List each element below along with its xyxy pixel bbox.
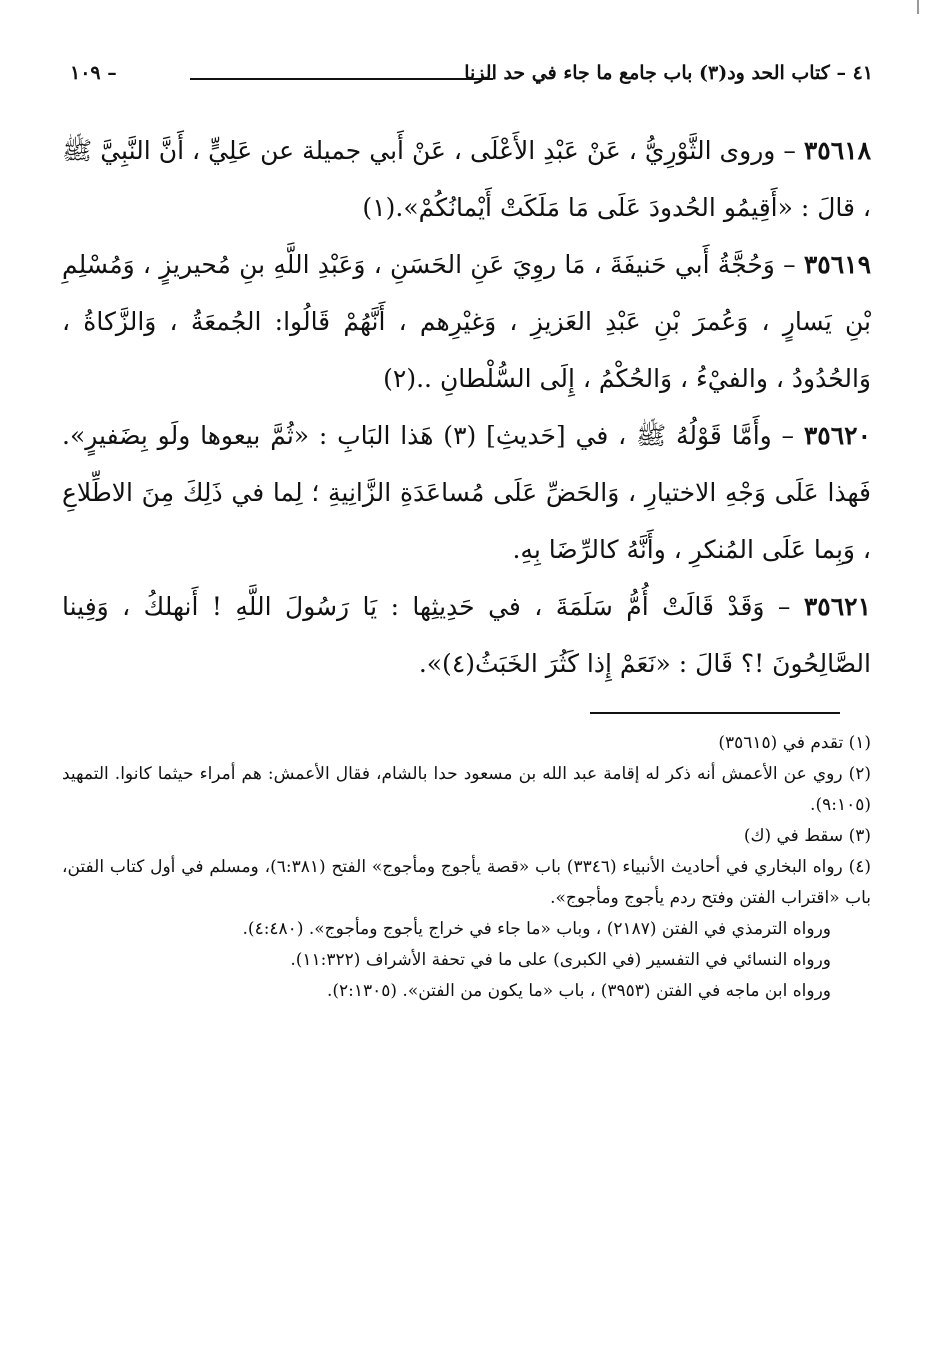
paragraph-35620 xyxy=(62,407,871,578)
footnote-4-line: ورواه الترمذي في الفتن (٢١٨٧) ، وباب «ما جاء في خراج يأجوج ومأجوج». (٤:٤٨٠). xyxy=(242,919,831,939)
page-edge-mark xyxy=(917,0,919,14)
paragraph-35618 xyxy=(62,122,871,236)
footnote-4-line: ورواه النسائي في التفسير (في الكبرى) على ما في تحفة الأشراف (١١:٣٢٢). xyxy=(290,950,831,970)
footnote-2: (٢) روي عن الأعمش أنه ذكر له إقامة عبد الله بن مسعود حدا بالشام، فقال الأعمش: هم أمراء حيثما كانوا. التمهيد (٩:١٠٥). xyxy=(62,764,871,815)
footnote-3: (٣) سقط في (ك) xyxy=(743,826,871,846)
paragraph-number: ٣٥٦٢٠ xyxy=(803,421,871,450)
page-number: – ١٠٩ xyxy=(70,62,117,84)
paragraph-text: – وأَمَّا قَوْلُهُ ﷺ ، في [حَديثِ] (٣) هَذا البَابِ : «ثُمَّ بيعوها ولَو بِضَفيرٍ». فَهذا عَلَى وَجْهِ الاختيارِ ، وَالحَضِّ عَلَى مُساعَدَةِ الزَّانِيةِ ؛ لِما في ذَلِكَ مِنَ الاطِّلاعِ ، وَبِما عَلَى المُنكرِ ، وأَنَّهُ كالرِّضَا بِهِ. xyxy=(62,421,871,564)
paragraph-number: ٣٥٦١٨ xyxy=(803,136,871,165)
paragraph-number: ٣٥٦١٩ xyxy=(803,250,871,279)
footnote-4: (٤) رواه البخاري في أحاديث الأنبياء (٣٣٤٦) باب «قصة يأجوج ومأجوج» الفتح (٦:٣٨١)، ومسلم في أول كتاب الفتن، باب «اقتراب الفتن وفتح ردم يأجوج ومأجوج». xyxy=(62,857,871,908)
footnote-separator xyxy=(590,712,840,714)
header-title: ٤١ – كتاب الحد ود(٣) باب جامع ما جاء في حد الزنا xyxy=(464,62,873,84)
running-header xyxy=(70,58,873,94)
paragraph-text: – وروى الثَّوْرِيُّ ، عَنْ عَبْدِ الأَعْلَى ، عَنْ أَبي جميلة عن عَلِيٍّ ، أَنَّ النَّبِيَّ ﷺ ، قالَ : «أَقِيمُو الحُدودَ عَلَى مَا مَلَكَتْ أَيْمانُكُمْ».(١) xyxy=(62,136,871,222)
main-text xyxy=(62,122,871,692)
footnote-1: (١) تقدم في (٣٥٦١٥) xyxy=(718,733,871,753)
footnotes xyxy=(62,728,871,1007)
footnote-4-line: ورواه ابن ماجه في الفتن (٣٩٥٣) ، باب «ما يكون من الفتن». (٢:١٣٠٥). xyxy=(326,981,831,1001)
paragraph-35619 xyxy=(62,236,871,407)
paragraph-text: – وَقَدْ قَالَتْ أُمُّ سَلَمَةَ ، في حَدِيثِها : يَا رَسُولَ اللَّهِ ! أَنهلكُ ، وَفِينا الصَّالِحُونَ !؟ قَالَ : «نَعَمْ إِذا كَثُرَ الخَبَثُ(٤)». xyxy=(62,592,871,678)
paragraph-number: ٣٥٦٢١ xyxy=(803,592,871,621)
paragraph-text: – وَحُجَّةُ أَبي حَنيفَةَ ، مَا روِيَ عَنِ الحَسَنِ ، وَعَبْدِ اللَّهِ بنِ مُحيريزٍ ، وَمُسْلِمِ بْنِ يَسارٍ ، وَعُمرَ بْنِ عَبْدِ العَزيزِ ، وَغيْرِهم ، أَنَّهُمْ قَالُوا: الجُمعَةُ ، وَالزَّكاةُ ، وَالحُدُودُ ، والفيْءُ ، وَالحُكْمُ ، إِلَى السُّلْطانِ ..(٢) xyxy=(62,250,871,393)
header-rule xyxy=(190,78,493,80)
paragraph-35621 xyxy=(62,578,871,692)
